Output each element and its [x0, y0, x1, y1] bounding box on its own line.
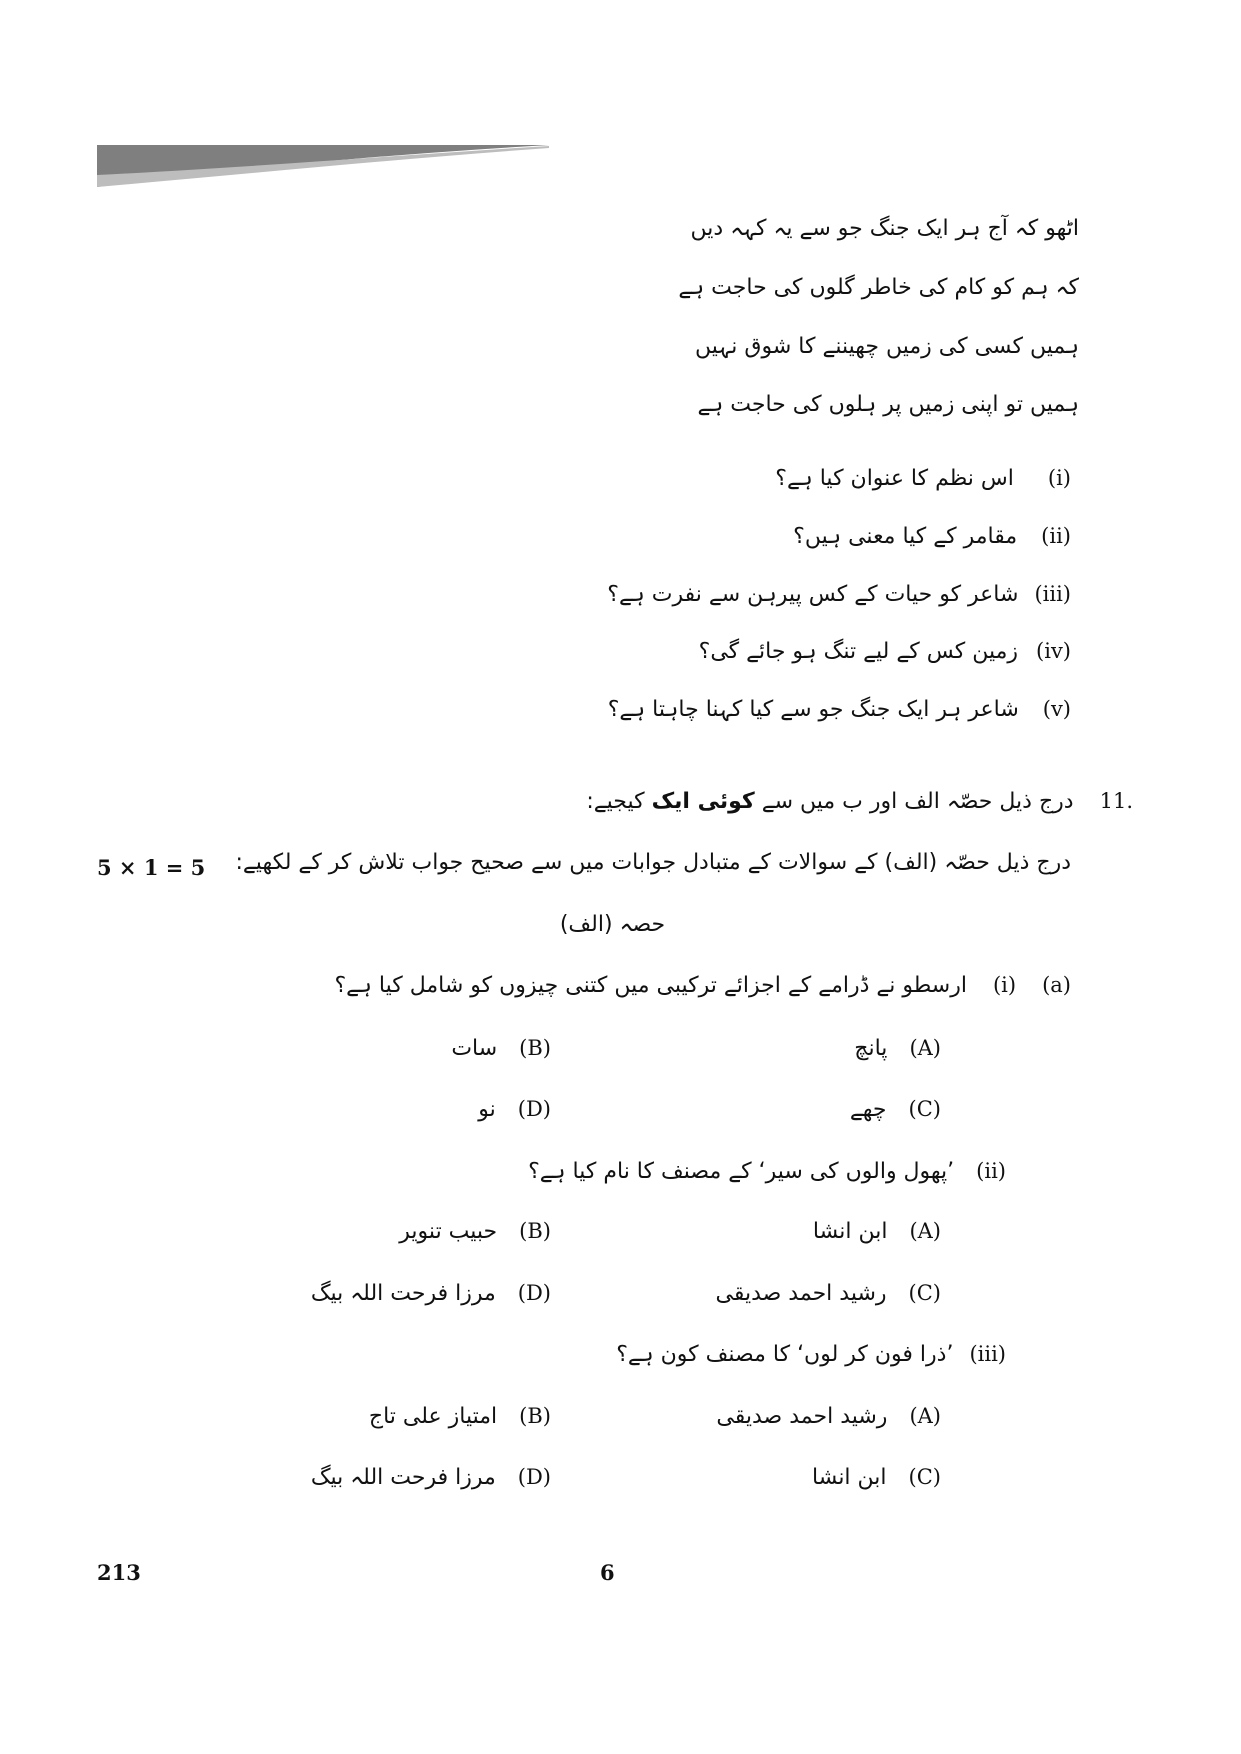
item-number: (ii): [1041, 524, 1071, 548]
instruction-emphasis: کوئی ایک: [651, 789, 755, 814]
option-text: حبیب تنویر: [399, 1219, 498, 1244]
question-number: (ii): [976, 1159, 1006, 1183]
mcq-question: [528, 1159, 1006, 1185]
item-number: (iii): [1034, 582, 1071, 606]
paper-code: 213: [97, 1560, 141, 1585]
q11-heading: [586, 789, 1133, 815]
option-text: ابن انشا: [811, 1465, 887, 1490]
item-text: اس نظم کا عنوان کیا ہے؟: [775, 466, 1014, 491]
option-d: (D) مرزا فرحت اللہ بیگ: [310, 1465, 551, 1490]
question-number: (i): [992, 973, 1017, 997]
header-swoosh-decoration: [97, 145, 549, 187]
mcq-question: [334, 973, 1071, 999]
option-text: چھے: [849, 1097, 887, 1122]
poem-line-1: اٹھو کہ آج ہر ایک جنگ جو سے یہ کہہ دیں: [690, 216, 1079, 241]
option-text: مرزا فرحت اللہ بیگ: [310, 1465, 496, 1490]
option-a: (A) پانچ: [854, 1036, 941, 1061]
option-c: (C) رشید احمد صدیقی: [715, 1281, 941, 1306]
question-number: (iii): [969, 1342, 1006, 1366]
question-text: ’پھول والوں کی سیر‘ کے مصنف کا نام کیا ہے؟: [528, 1159, 955, 1184]
option-d: (D) مرزا فرحت اللہ بیگ: [310, 1281, 551, 1306]
q10-item: [607, 582, 1071, 608]
option-text: نو: [478, 1097, 496, 1122]
option-text: امتیاز علی تاج: [368, 1404, 498, 1429]
option-b: (B) امتیاز علی تاج: [368, 1404, 551, 1429]
section-title: حصہ (الف): [559, 912, 666, 937]
part-label: (a): [1042, 973, 1071, 997]
mcq-question: [616, 1342, 1006, 1368]
q11-sub-instruction: درج ذیل حصّہ (الف) کے سوالات کے متبادل جوابات میں سے صحیح جواب تلاش کر کے لکھیے:: [235, 850, 1071, 875]
page-number: 6: [600, 1560, 615, 1585]
option-c: (C) چھے: [849, 1097, 941, 1122]
question-text: ارسطو نے ڈرامے کے اجزائے ترکیبی میں کتنی چیزوں کو شامل کیا ہے؟: [334, 973, 967, 998]
marks-label: 5 × 1 = 5: [97, 855, 206, 880]
item-text: مقامر کے کیا معنی ہیں؟: [793, 524, 1018, 549]
poem-line-3: ہمیں کسی کی زمیں چھیننے کا شوق نہیں: [695, 334, 1079, 359]
item-number: (iv): [1036, 639, 1071, 663]
option-c: (C) ابن انشا: [811, 1465, 941, 1490]
q10-item: [608, 697, 1071, 723]
option-text: پانچ: [854, 1036, 888, 1061]
q10-item: [793, 524, 1071, 550]
option-b: (B) سات: [451, 1036, 551, 1061]
item-number: (i): [1047, 466, 1071, 490]
question-number: 11.: [1099, 789, 1133, 813]
item-text: شاعر ہر ایک جنگ جو سے کیا کہنا چاہتا ہے؟: [607, 697, 1019, 722]
option-text: ابن انشا: [812, 1219, 888, 1244]
option-d: (D) نو: [478, 1097, 551, 1122]
option-text: رشید احمد صدیقی: [716, 1404, 888, 1429]
option-a: (A) ابن انشا: [812, 1219, 941, 1244]
item-text: شاعر کو حیات کے کس پیرہن سے نفرت ہے؟: [607, 582, 1019, 607]
option-text: سات: [451, 1036, 498, 1061]
option-b: (B) حبیب تنویر: [399, 1219, 551, 1244]
q11-instruction: درج ذیل حصّہ الف اور ب میں سے کوئی ایک کیجیے:: [586, 789, 1074, 814]
option-text: مرزا فرحت اللہ بیگ: [310, 1281, 496, 1306]
option-text: رشید احمد صدیقی: [715, 1281, 887, 1306]
q10-item: [699, 639, 1071, 665]
poem-line-4: ہمیں تو اپنی زمیں پر ہلوں کی حاجت ہے: [697, 392, 1079, 417]
poem-line-2: کہ ہم کو کام کی خاطر گلوں کی حاجت ہے: [678, 275, 1079, 300]
q10-item: [775, 466, 1071, 492]
item-number: (v): [1042, 697, 1071, 721]
question-text: ’ذرا فون کر لوں‘ کا مصنف کون ہے؟: [616, 1342, 954, 1367]
item-text: زمین کس کے لیے تنگ ہو جائے گی؟: [698, 639, 1019, 664]
option-a: (A) رشید احمد صدیقی: [716, 1404, 941, 1429]
